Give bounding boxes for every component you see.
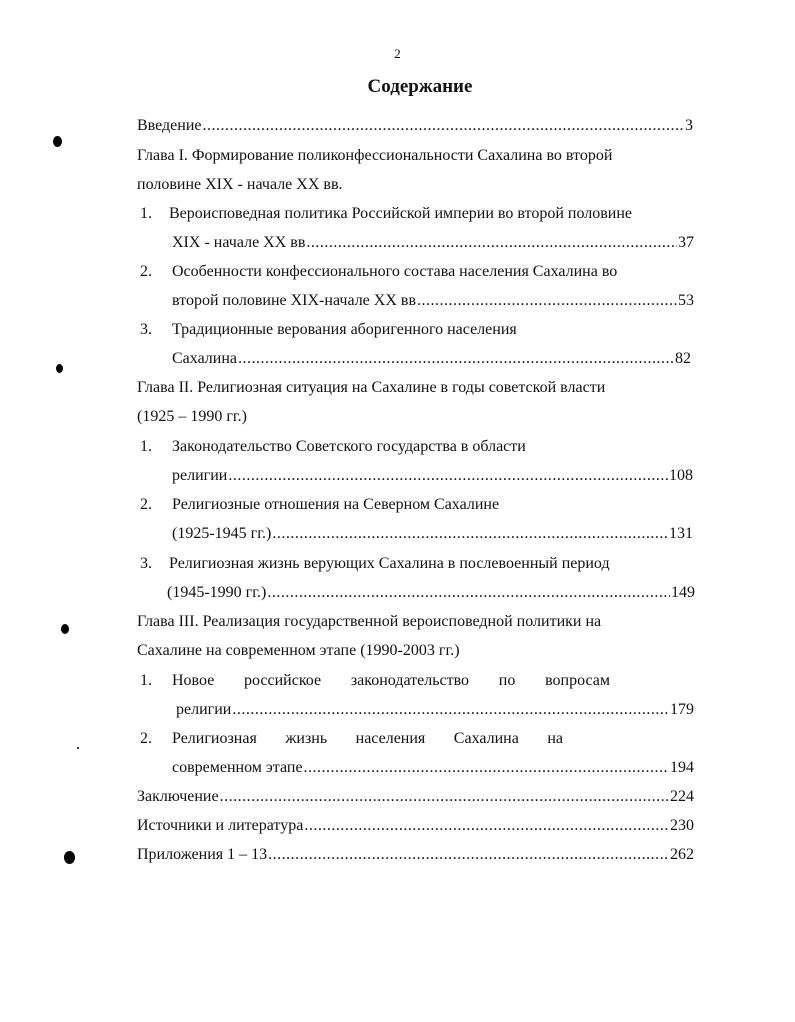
toc-entry-page: 224 <box>670 788 694 805</box>
chapter-heading-line: Глава II. Религиозная ситуация на Сахалине в годы советской власти <box>137 379 606 396</box>
scan-speck <box>64 851 75 864</box>
item-title-line: религии <box>172 467 228 484</box>
item-entry <box>172 291 694 311</box>
word: населения <box>355 730 426 747</box>
item-title-line: XIX - начале XX вв <box>172 234 306 251</box>
word: Новое <box>172 672 215 689</box>
toc-entry-label: Заключение <box>137 788 219 805</box>
item-number: 3. <box>140 555 152 572</box>
item-number: 1. <box>140 438 152 455</box>
chapter-heading-line: Глава III. Реализация государственной вероисповедной политики на <box>137 613 602 630</box>
item-title-line: второй половине XIX-начале XX вв <box>172 292 416 309</box>
item-entry <box>172 349 691 369</box>
toc-entry-page: 262 <box>670 846 694 863</box>
item-title-line: (1945-1990 гг.) <box>167 584 267 601</box>
item-number: 3. <box>140 321 152 338</box>
scan-speck <box>56 364 63 373</box>
item-title-line: Сахалина <box>172 350 238 367</box>
item-page: 149 <box>671 584 695 601</box>
item-title-line: Особенности конфессионального состава населения Сахалина во <box>172 263 618 280</box>
toc-entry-appendix <box>137 845 694 865</box>
item-page: 131 <box>669 525 693 542</box>
word: российское <box>244 672 322 689</box>
item-page: 53 <box>678 292 694 309</box>
item-page: 82 <box>675 350 691 367</box>
item-number: 2. <box>140 730 152 747</box>
item-title-line: Традиционные верования аборигенного населения <box>172 321 517 338</box>
toc-entry-intro <box>137 116 693 136</box>
item-title-line <box>172 729 563 749</box>
chapter-heading-line: (1925 – 1990 гг.) <box>137 408 247 425</box>
chapter-heading-line: Сахалине на современном этапе (1990-2003 гг.) <box>137 642 460 659</box>
word: жизнь <box>285 730 328 747</box>
item-entry <box>167 583 695 603</box>
item-number: 1. <box>140 205 152 222</box>
word: Религиозная <box>172 730 257 747</box>
toc-entry-label: Введение <box>137 117 202 134</box>
chapter-heading-line: половине XIX - начале XX вв. <box>137 176 343 193</box>
item-title-line: Религиозные отношения на Северном Сахалине <box>172 496 500 513</box>
toc-entry-label: Приложения 1 – 13 <box>137 846 268 863</box>
scan-speck <box>53 136 62 147</box>
page-number: 2 <box>394 46 401 61</box>
item-page: 37 <box>678 234 694 251</box>
item-entry <box>172 466 693 486</box>
toc-entry-sources <box>137 816 694 836</box>
page-title: Содержание <box>367 76 473 97</box>
item-number: 2. <box>140 496 152 513</box>
chapter-heading-line: Глава I. Формирование поликонфессиональности Сахалина во второй <box>137 147 613 164</box>
item-entry <box>176 700 694 720</box>
item-title-line: Вероисповедная политика Российской империи во второй половине <box>169 205 632 222</box>
item-title-line: Религиозная жизнь верующих Сахалина в послевоенный период <box>169 555 610 572</box>
word: по <box>498 672 516 689</box>
item-page: 179 <box>670 701 694 718</box>
item-entry <box>172 758 694 778</box>
item-title-line: (1925-1945 гг.) <box>172 525 272 542</box>
item-entry <box>172 233 694 253</box>
item-title-line: современном этапе <box>172 759 303 776</box>
word: законодательство <box>350 672 470 689</box>
scan-speck <box>77 747 79 749</box>
scan-speck <box>61 624 69 634</box>
toc-entry-page: 230 <box>670 817 694 834</box>
item-title-line: Законодательство Советского государства в области <box>172 438 526 455</box>
item-number: 1. <box>140 672 152 689</box>
item-page: 108 <box>669 467 693 484</box>
toc-entry-label: Источники и литература <box>137 817 304 834</box>
word: вопросам <box>545 672 610 689</box>
item-title-line: религии <box>176 701 232 718</box>
toc-entry-page: 3 <box>685 117 693 134</box>
item-page: 194 <box>670 759 694 776</box>
item-number: 2. <box>140 263 152 280</box>
word: Сахалина <box>453 730 519 747</box>
item-title-line <box>172 671 610 691</box>
item-entry <box>172 524 693 544</box>
toc-entry-conclusion <box>137 787 694 807</box>
word: на <box>547 730 563 747</box>
